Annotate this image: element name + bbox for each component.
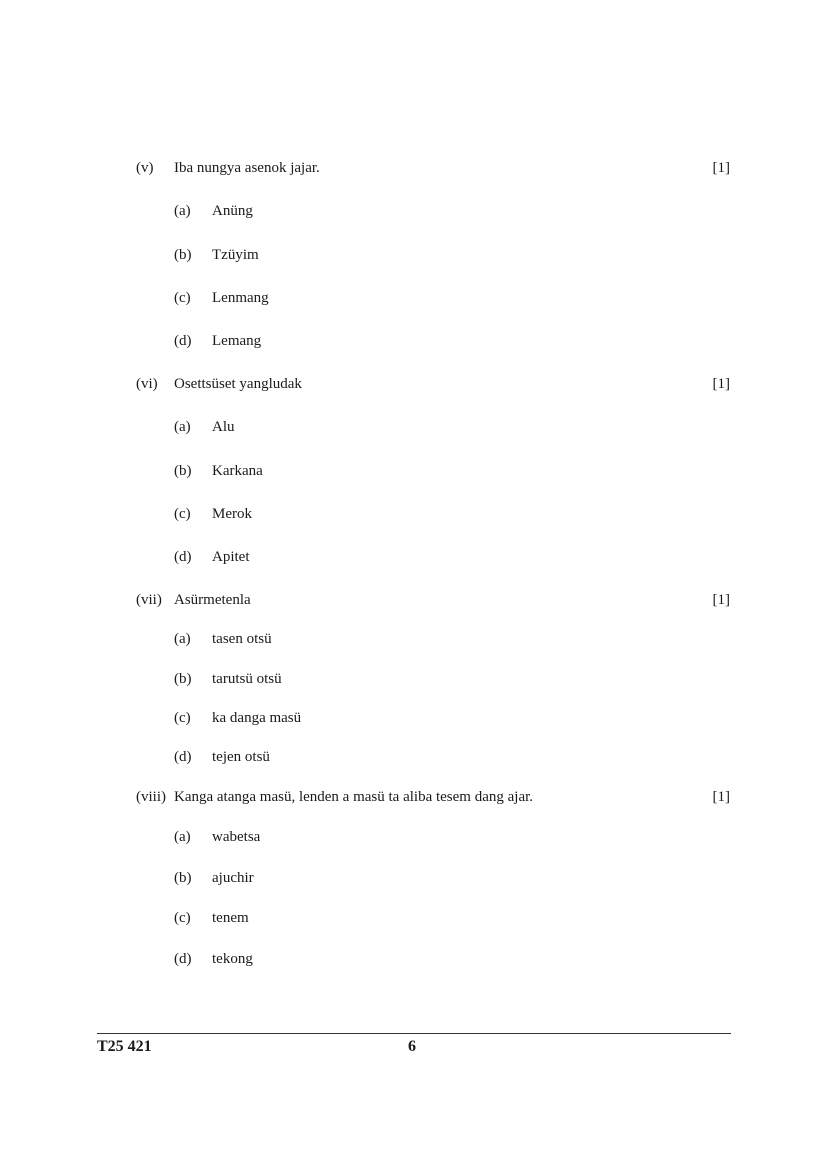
question-mark: [1] <box>712 789 730 805</box>
option-text: Apitet <box>212 549 250 565</box>
option-label: (c) <box>174 506 191 522</box>
option-label: (d) <box>174 333 192 349</box>
option-label: (a) <box>174 829 191 845</box>
question-number: (viii) <box>136 789 166 805</box>
question-text: Kanga atanga masü, lenden a masü ta aliba tesem dang ajar. <box>174 789 534 805</box>
option-label: (d) <box>174 749 192 765</box>
option-text: Alu <box>212 419 235 435</box>
option-label: (c) <box>174 910 191 926</box>
question-number: (vi) <box>136 376 158 392</box>
option-text: tekong <box>212 951 253 967</box>
option-text: Karkana <box>212 463 263 479</box>
question-text: Iba nungya asenok jajar. <box>174 160 320 176</box>
option-text: Tzüyim <box>212 247 259 263</box>
option-text: Anüng <box>212 203 253 219</box>
option-text: ka danga masü <box>212 710 302 726</box>
option-label: (d) <box>174 549 192 565</box>
question-text: Asürmetenla <box>174 592 251 608</box>
question-number: (v) <box>136 160 154 176</box>
paper-code: T25 421 <box>97 1038 152 1055</box>
option-label: (b) <box>174 247 192 263</box>
option-text: tejen otsü <box>212 749 270 765</box>
option-text: Lenmang <box>212 290 269 306</box>
question-number: (vii) <box>136 592 162 608</box>
option-label: (a) <box>174 419 191 435</box>
option-label: (b) <box>174 870 192 886</box>
option-text: tasen otsü <box>212 631 272 647</box>
option-label: (b) <box>174 671 192 687</box>
question-mark: [1] <box>712 376 730 392</box>
footer-divider <box>97 1033 731 1034</box>
option-text: Lemang <box>212 333 262 349</box>
question-text: Osettsüset yangludak <box>174 376 302 392</box>
question-mark: [1] <box>712 160 730 176</box>
option-text: tenem <box>212 910 249 926</box>
option-label: (a) <box>174 203 191 219</box>
page-number: 6 <box>408 1038 416 1055</box>
option-label: (b) <box>174 463 192 479</box>
option-text: tarutsü otsü <box>212 671 282 687</box>
option-label: (c) <box>174 710 191 726</box>
option-label: (a) <box>174 631 191 647</box>
option-text: Merok <box>212 506 252 522</box>
question-mark: [1] <box>712 592 730 608</box>
option-text: ajuchir <box>212 870 254 886</box>
option-label: (d) <box>174 951 192 967</box>
option-label: (c) <box>174 290 191 306</box>
option-text: wabetsa <box>212 829 261 845</box>
